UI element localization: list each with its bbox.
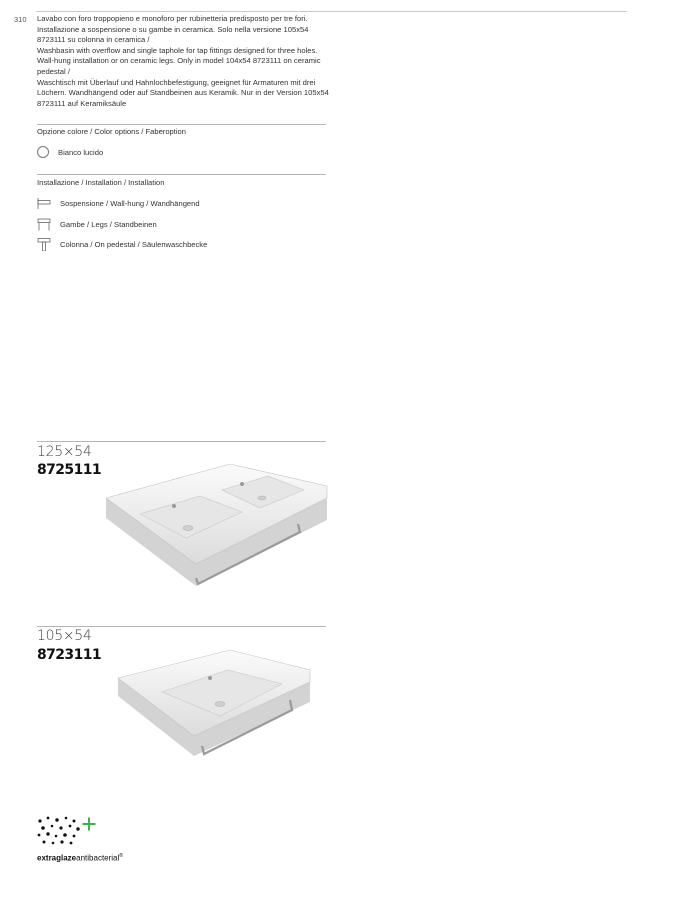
description-italian: Lavabo con foro troppopieno e monoforo per rubinetteria predisposto per tre fori. Installazione a sospensione o su gambe in ceramica. Solo nella versione 105x54 8723111 su colonna in ceramica / <box>37 14 309 45</box>
installation-wall-hung <box>37 195 200 211</box>
installation-label: Sospensione / Wall-hung / Wandhängend <box>60 198 200 208</box>
pedestal-icon <box>37 237 51 251</box>
installation-pedestal <box>37 236 207 252</box>
legs-icon <box>37 217 51 231</box>
divider <box>37 626 326 627</box>
product-size: 105×54 <box>37 628 92 644</box>
page-number: 310 <box>14 15 27 24</box>
top-rule <box>36 11 627 12</box>
description-german: Waschtisch mit Überlauf und Hahnlochbefestigung, geeignet für Armaturen mit drei Löchern. Wandhängend oder auf Standbeinen aus Keramik. Nur in der Version 105x54 8723111 auf Keramiksäule <box>37 77 329 108</box>
registered-mark: ® <box>119 853 123 859</box>
color-swatch <box>37 146 49 158</box>
divider <box>37 124 326 125</box>
divider <box>37 174 326 175</box>
divider <box>37 441 326 442</box>
logo-wordmark <box>37 853 123 863</box>
product-code: 8723111 <box>37 647 101 663</box>
installation-title: Installazione / Installation / Installation <box>37 178 165 187</box>
product-size: 125×54 <box>37 444 92 460</box>
product-code: 8725111 <box>37 462 101 478</box>
double-washbasin-image <box>100 458 332 593</box>
single-washbasin-image <box>112 646 314 764</box>
installation-label: Gambe / Legs / Standbeinen <box>60 219 157 229</box>
color-option-label: Bianco lucido <box>58 147 104 157</box>
logo-light-text: antibacterial <box>76 853 120 863</box>
plus-icon <box>82 817 96 831</box>
color-option-bianco-lucido[interactable] <box>37 144 103 160</box>
installation-legs <box>37 216 157 232</box>
logo-bold-text: extraglaze <box>37 853 77 863</box>
wall-hung-icon <box>37 196 51 210</box>
description-english: Washbasin with overflow and single taphole for tap fittings designed for three holes. Wall-hung installation or on ceramic legs. Only in model 104x54 8723111 on ceramic pedestal / <box>37 45 321 76</box>
installation-label: Colonna / On pedestal / Säulenwaschbecke <box>60 239 208 249</box>
product-description <box>37 14 329 109</box>
color-options-title: Opzione colore / Color options / Faberoption <box>37 127 187 136</box>
